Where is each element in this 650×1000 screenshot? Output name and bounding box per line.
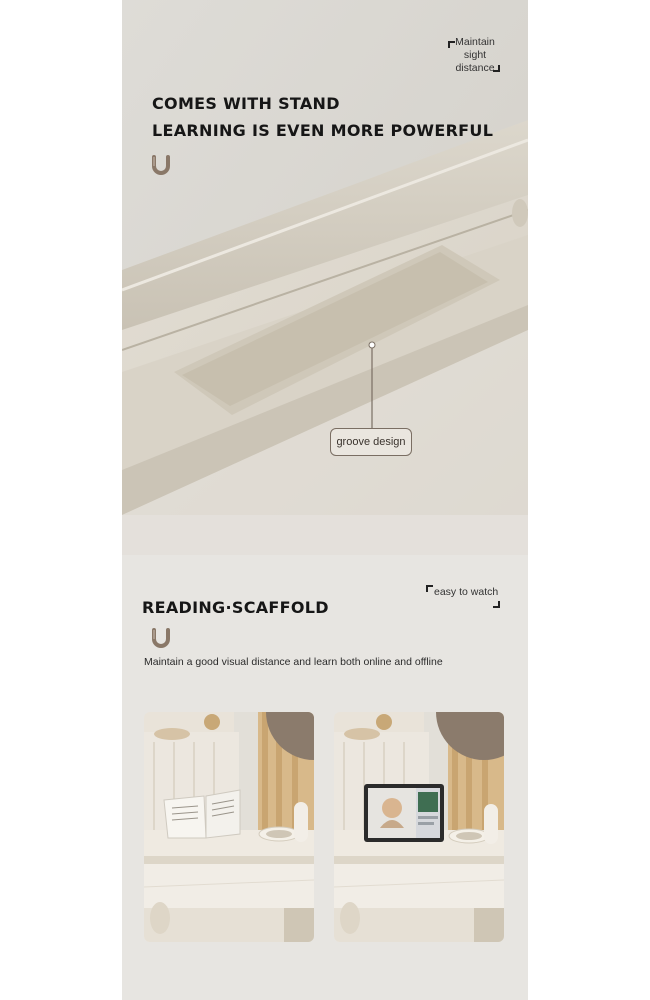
tablet-on-stand-photo — [334, 712, 504, 942]
note-line-1: Maintain — [455, 36, 495, 48]
u-hook-icon-2 — [150, 627, 172, 649]
headline-line-2: LEARNING IS EVEN MORE POWERFUL — [152, 121, 494, 140]
u-hook-icon — [150, 154, 172, 176]
sight-distance-note — [448, 36, 498, 74]
reading-scaffold-title: READING·SCAFFOLD — [142, 598, 329, 617]
tablet-on-stand-illustration — [334, 712, 504, 942]
headline-line-1: COMES WITH STAND — [152, 94, 340, 113]
desk-groove-illustration — [122, 0, 528, 555]
book-on-stand-photo — [144, 712, 314, 942]
easy-to-watch-note — [426, 582, 500, 608]
product-panel — [122, 0, 528, 1000]
note-line-2: sight — [463, 49, 487, 61]
reading-scaffold-description: Maintain a good visual distance and learn both online and offline — [144, 656, 443, 668]
groove-design-label: groove design — [330, 428, 412, 456]
note-line-3: distance — [455, 62, 495, 74]
book-on-stand-illustration — [144, 712, 314, 942]
easy-to-watch-text: easy to watch — [434, 586, 499, 598]
